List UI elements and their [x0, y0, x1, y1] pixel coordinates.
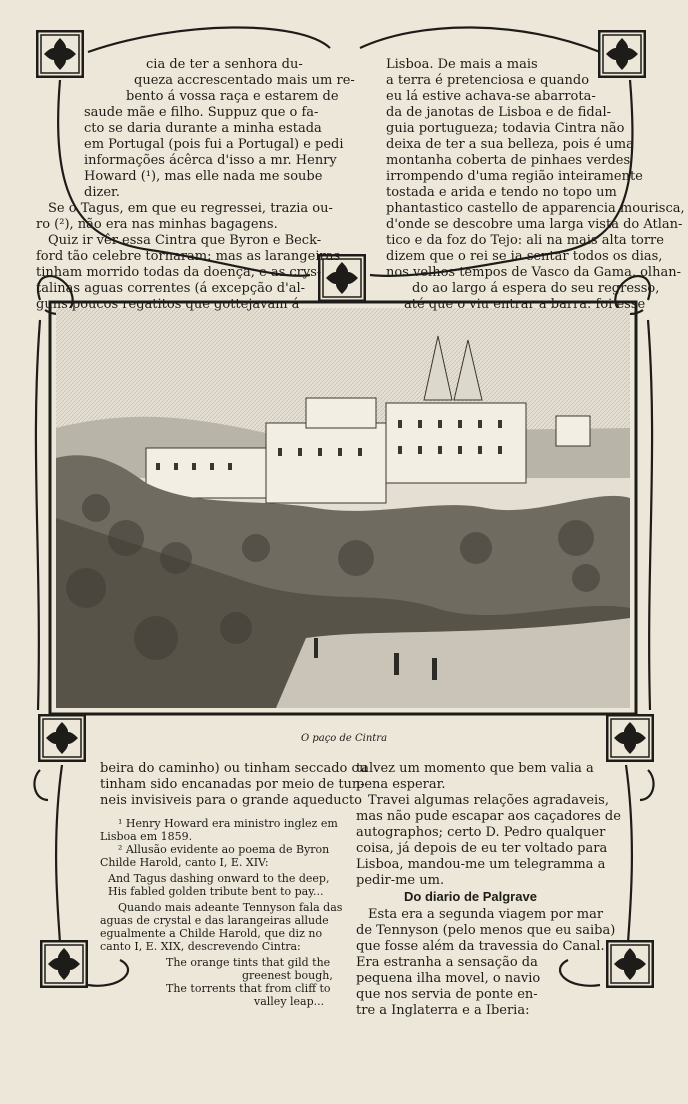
text-line: phantastico castello de apparencia mourisca,: [386, 201, 685, 216]
text-line: Esta era a segunda viagem por mar: [368, 907, 604, 922]
text-line: que fosse além da travessia do Canal.: [356, 939, 605, 954]
text-line: irrompendo d'uma região inteiramente: [386, 169, 643, 184]
text-line: queza accrescentado mais um re-: [134, 73, 355, 88]
text-line: tinham sido encanadas por meio de tun-: [100, 777, 365, 792]
text-line: cto se daria durante a minha estada: [84, 121, 322, 136]
text-line: Lisboa, mandou-me um telegramma a: [356, 857, 606, 872]
text-line: tostada e arida e tendo no topo um: [386, 185, 617, 200]
text-line: pena esperar.: [356, 777, 446, 792]
text-line: eu lá estive achava-se abarrota-: [386, 89, 596, 104]
text-line: até que o viu entrar a barra: foi esse: [404, 297, 646, 312]
text-line: ford tão celebre tornaram: mas as larangeiras: [36, 249, 341, 264]
palace-of-sintra-illustration: [56, 308, 630, 708]
footnote-line: canto I, E. XIX, descrevendo Cintra:: [100, 940, 301, 953]
text-line: dizem que o rei se ia sentar todos os dias,: [386, 249, 663, 264]
footnote-line: The torrents that from cliff to: [166, 982, 331, 995]
footnote-line: egualmente a Childe Harold, que diz no: [100, 927, 323, 940]
text-line: Howard (¹), mas elle nada me soube: [84, 169, 323, 184]
footnote-line: Childe Harold, canto I, E. XIV:: [100, 856, 269, 869]
illustration-caption: O paço de Cintra: [300, 733, 388, 744]
text-line: guns poucos regatitos que gottejavam á: [36, 297, 300, 312]
text-line: deixa de ter a sua belleza, pois é uma: [386, 137, 634, 152]
text-line: nos velhos tempos de Vasco da Gama, olhan-: [386, 265, 681, 280]
text-line: cia de ter a senhora du-: [146, 57, 303, 72]
text-line: talinas aguas correntes (á excepção d'al-: [36, 281, 306, 296]
ornament-tile-bottom-left: [40, 940, 88, 988]
section-heading: Do diario de Palgrave: [404, 889, 537, 904]
text-line: Se o Tagus, em que eu regressei, trazia ou-: [48, 201, 333, 216]
footnote-line: greenest bough,: [242, 969, 333, 982]
text-line: dizer.: [84, 185, 120, 200]
footnote-line: valley leap...: [254, 995, 325, 1008]
text-line: Lisboa. De mais a mais: [386, 57, 538, 72]
text-line: montanha coberta de pinhaes verdes: [386, 153, 631, 168]
text-line: Era estranha a sensação da: [356, 955, 538, 970]
text-line: tinham morrido todas da doença, e as crys-: [36, 265, 322, 280]
footnote-line: aguas de crystal e das larangeiras allude: [100, 914, 329, 927]
footnote-line: Lisboa em 1859.: [100, 830, 193, 843]
text-line: em Portugal (pois fui a Portugal) e pedi: [84, 137, 344, 152]
text-line: d'onde se descobre uma larga vista do Atlan-: [386, 217, 683, 232]
text-line: ro (²), não era nas minhas bagagens.: [36, 217, 278, 232]
text-line: informações ácêrca d'isso a mr. Henry: [84, 153, 337, 168]
text-line: tico e da foz do Tejo: ali na mais alta torre: [386, 233, 664, 248]
text-line: saude mãe e filho. Suppuz que o fa-: [84, 105, 319, 120]
footnote-line: And Tagus dashing onward to the deep,: [108, 872, 330, 885]
ornament-tile-top-right: [598, 30, 646, 78]
text-line: bento á vossa raça e estarem de: [126, 89, 339, 104]
ornament-tile-bottom-right: [606, 940, 654, 988]
footnote-line: ¹ Henry Howard era ministro inglez em: [118, 817, 338, 830]
text-line: pequena ilha movel, o navio: [356, 971, 541, 986]
text-line: a terra é pretenciosa e quando: [386, 73, 590, 88]
text-line: do ao largo á espera do seu regresso,: [412, 281, 660, 296]
footnote-line: Quando mais adeante Tennyson fala das: [118, 901, 343, 914]
text-line: beira do caminho) ou tinham seccado ou: [100, 761, 368, 776]
footnote-line: The orange tints that gild the: [166, 956, 331, 969]
text-line: pedir-me um.: [356, 873, 445, 888]
text-line: de Tennyson (pelo menos que eu saiba): [356, 923, 616, 938]
text-line: Travei algumas relações agradaveis,: [368, 793, 609, 808]
text-line: que nos servia de ponte en-: [356, 987, 538, 1002]
footnote-line: His fabled golden tribute bent to pay...: [108, 885, 324, 898]
footnote-line: ² Allusão evidente ao poema de Byron: [118, 843, 330, 856]
text-line: mas não pude escapar aos caçadores de: [356, 809, 621, 824]
text-line: talvez um momento que bem valia a: [356, 761, 594, 776]
text-line: da de janotas de Lisboa e de fidal-: [386, 105, 612, 120]
text-line: autographos; certo D. Pedro qualquer: [356, 825, 606, 840]
text-line: tre a Inglaterra e a Iberia:: [356, 1003, 530, 1018]
text-line: coisa, já depois de eu ter voltado para: [356, 841, 608, 856]
text-line: Quiz ir vêr essa Cintra que Byron e Beck-: [48, 233, 322, 248]
ornament-tile-top-left: [36, 30, 84, 78]
text-line: neis invisiveis para o grande aqueducto: [100, 793, 362, 808]
text-line: guia portugueza; todavia Cintra não: [386, 121, 625, 136]
